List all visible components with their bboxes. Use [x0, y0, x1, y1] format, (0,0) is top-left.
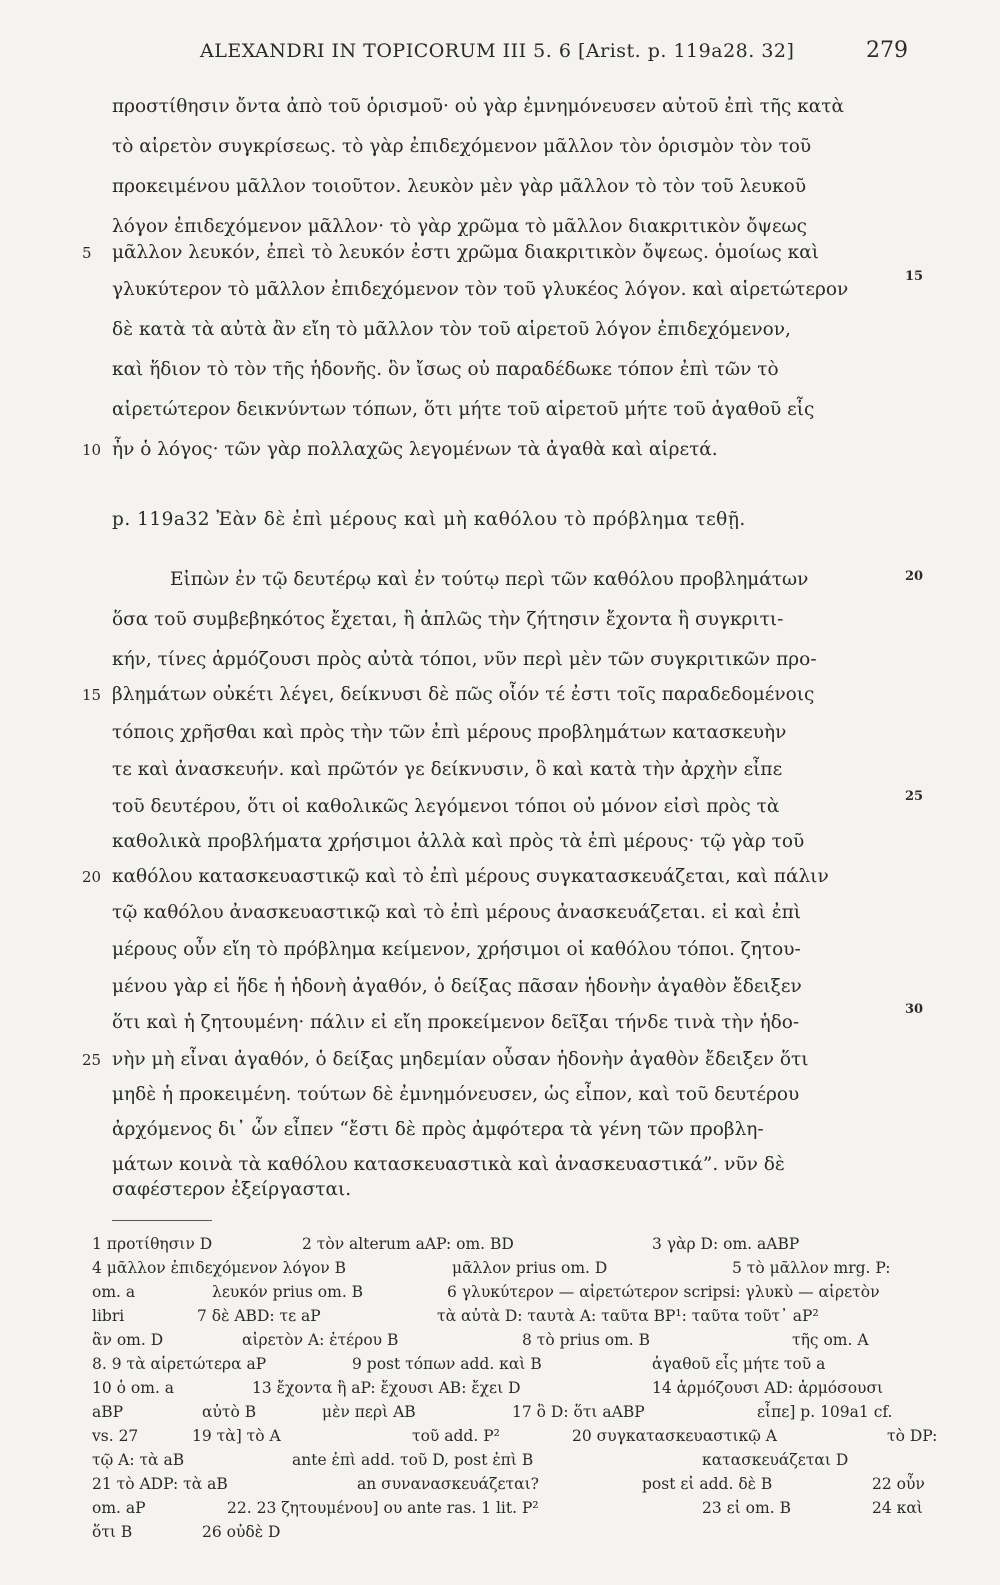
- note-entry: 8. 9 τὰ αἱρετώτερα aP: [92, 1355, 267, 1373]
- note-entry: εἶπε] p. 109a1 cf.: [757, 1403, 893, 1421]
- text-line: λόγον ἐπιδεχόμενον μᾶλλον· τὸ γὰρ χρῶμα τὸ μᾶλλον διακριτικὸν ὄψεως: [112, 216, 808, 237]
- note-entry: 24 καὶ: [872, 1499, 923, 1517]
- text-line: βλημάτων οὐκέτι λέγει, δείκνυσι δὲ πῶς οἷόν τέ ἐστι τοῖς παραδεδομένοις: [112, 684, 815, 705]
- note-entry: μᾶλλον prius om. D: [452, 1259, 608, 1277]
- note-entry: 26 οὐδὲ D: [202, 1523, 281, 1541]
- page-header: [0, 38, 1000, 78]
- text-line: προκειμένου μᾶλλον τοιοῦτον. λευκὸν μὲν γὰρ μᾶλλον τὸ τὸν τοῦ λευκοῦ: [112, 176, 807, 197]
- text-line: μένου γὰρ εἰ ἥδε ἡ ἡδονὴ ἀγαθόν, ὁ δείξας πᾶσαν ἡδονὴν ἀγαθὸν ἔδειξεν: [112, 976, 802, 997]
- lemma-heading: p. 119a32 Ἐὰν δὲ ἐπὶ μέρους καὶ μὴ καθόλου τὸ πρόβλημα τεθῇ.: [112, 509, 746, 530]
- text-line: μηδὲ ἡ προκειμένη. τούτων δὲ ἐμνημόνευσεν, ὡς εἶπον, καὶ τοῦ δευτέρου: [112, 1084, 800, 1105]
- note-entry: τὰ αὐτὰ D: ταυτὰ A: ταῦτα BP¹: ταῦτα τοῦτ᾿ aP²: [437, 1307, 819, 1325]
- note-entry: 19 τὰ] τὸ A: [192, 1427, 281, 1445]
- line-number: 30: [905, 1002, 924, 1017]
- note-entry: 4 μᾶλλον ἐπιδεχόμενον λόγον B: [92, 1259, 347, 1277]
- text-line: Εἰπὼν ἐν τῷ δευτέρῳ καὶ ἐν τούτῳ περὶ τῶν καθόλου προβλημάτων: [170, 569, 809, 590]
- line-number: 25: [905, 789, 924, 804]
- text-line: ὅσα τοῦ συμβεβηκότος ἔχεται, ἢ ἁπλῶς τὴν ζήτησιν ἔχοντα ἢ συγκριτι-: [112, 609, 784, 630]
- note-entry: om. aP: [92, 1499, 146, 1517]
- page-number: 279: [866, 38, 908, 63]
- text-line: καὶ ἥδιον τὸ τὸν τῆς ἡδονῆς. ὃν ἴσως οὐ παραδέδωκε τόπον ἐπὶ τῶν τὸ: [112, 359, 779, 380]
- note-entry: 17 ὃ D: ὅτι aABP: [512, 1403, 645, 1421]
- line-number: 25: [82, 1051, 102, 1069]
- text-line: τοῦ δευτέρου, ὅτι οἱ καθολικῶς λεγόμενοι τόποι οὐ μόνον εἰσὶ πρὸς τὰ: [112, 796, 780, 817]
- text-line: τῷ καθόλου ἀνασκευαστικῷ καὶ τὸ ἐπὶ μέρους ἀνασκευάζεται. εἰ καὶ ἐπὶ: [112, 902, 802, 923]
- note-entry: τὸ DP:: [887, 1427, 938, 1445]
- text-line: τε καὶ ἀνασκευήν. καὶ πρῶτόν γε δείκνυσιν, ὃ καὶ κατὰ τὴν ἀρχὴν εἶπε: [112, 759, 783, 780]
- note-entry: 2 τὸν alterum aAP: om. BD: [302, 1235, 514, 1253]
- note-entry: 8 τὸ prius om. B: [522, 1331, 651, 1349]
- text-line: κήν, τίνες ἁρμόζουσι πρὸς αὐτὰ τόποι, νῦν περὶ μὲν τῶν συγκριτικῶν προ-: [112, 649, 817, 670]
- note-entry: τῆς om. A: [792, 1331, 869, 1349]
- text-line: αἱρετώτερον δεικνύντων τόπων, ὅτι μήτε τοῦ αἱρετοῦ μήτε τοῦ ἀγαθοῦ εἷς: [112, 399, 815, 420]
- line-number: 15: [905, 269, 924, 284]
- text-line: τὸ αἱρετὸν συγκρίσεως. τὸ γὰρ ἐπιδεχόμενον μᾶλλον τὸν ὁρισμὸν τὸν τοῦ: [112, 136, 812, 157]
- note-entry: vs. 27: [92, 1427, 139, 1445]
- text-line: μᾶλλον λευκόν, ἐπεὶ τὸ λευκόν ἐστι χρῶμα διακριτικὸν ὄψεως. ὁμοίως καὶ: [112, 242, 819, 263]
- note-entry: 6 γλυκύτερον — αἱρετώτερον scripsi: γλυκὺ — αἱρετὸν: [447, 1283, 880, 1301]
- note-entry: 13 ἔχοντα ἢ aP: ἔχουσι AB: ἔχει D: [252, 1379, 521, 1397]
- text-line: καθόλου κατασκευαστικῷ καὶ τὸ ἐπὶ μέρους συγκατασκευάζεται, καὶ πάλιν: [112, 866, 829, 887]
- text-line: γλυκύτερον τὸ μᾶλλον ἐπιδεχόμενον τὸν τοῦ γλυκέος λόγον. καὶ αἱρετώτερον: [112, 279, 849, 300]
- note-entry: ὅτι B: [92, 1523, 133, 1541]
- note-entry: an συνανασκευάζεται?: [357, 1475, 539, 1493]
- note-entry: 3 γὰρ D: om. aABP: [652, 1235, 800, 1253]
- note-entry: 22. 23 ζητουμένου] ου ante ras. 1 lit. P²: [227, 1499, 539, 1517]
- note-entry: κατασκευάζεται D: [702, 1451, 849, 1469]
- text-line: νὴν μὴ εἶναι ἀγαθόν, ὁ δείξας μηδεμίαν οὖσαν ἡδονὴν ἀγαθὸν ἔδειξεν ὅτι: [112, 1049, 809, 1070]
- line-number: 10: [82, 441, 102, 459]
- text-line: ἀρχόμενος δι᾿ ὧν εἶπεν “ἔστι δὲ πρὸς ἀμφότερα τὰ γένη τῶν προβλη-: [112, 1119, 764, 1140]
- text-line: μάτων κοινὰ τὰ καθόλου κατασκευαστικὰ καὶ ἀνασκευαστικά”. νῦν δὲ: [112, 1154, 785, 1175]
- note-entry: 22 οὖν: [872, 1475, 925, 1493]
- running-head: ALEXANDRI IN TOPICORUM III 5. 6 [Arist. p. 119a28. 32]: [200, 40, 795, 62]
- line-number: 20: [905, 569, 924, 584]
- note-entry: post εἰ add. δὲ B: [642, 1475, 773, 1493]
- note-entry: λευκόν prius om. B: [212, 1283, 364, 1301]
- footnote-rule: [112, 1220, 212, 1221]
- text-line: προστίθησιν ὄντα ἀπὸ τοῦ ὁρισμοῦ· οὐ γὰρ ἐμνημόνευσεν αὐτοῦ ἐπὶ τῆς κατὰ: [112, 96, 844, 117]
- line-number: 15: [82, 686, 102, 704]
- text-line-final: σαφέστερον ἐξείργασται.: [112, 1179, 352, 1200]
- note-entry: ante ἐπὶ add. τοῦ D, post ἐπὶ B: [292, 1451, 534, 1469]
- note-entry: 14 ἁρμόζουσι AD: ἁρμόσουσι: [652, 1379, 884, 1397]
- note-entry: 5 τὸ μᾶλλον mrg. P:: [732, 1259, 891, 1277]
- text-line: ὅτι καὶ ἡ ζητουμένη· πάλιν εἰ εἴη προκείμενον δεῖξαι τήνδε τινὰ τὴν ἡδο-: [112, 1012, 800, 1033]
- note-entry: αὐτὸ B: [202, 1403, 257, 1421]
- note-entry: 1 προτίθησιν D: [92, 1235, 213, 1253]
- text-line: μέρους οὖν εἴη τὸ πρόβλημα κείμενον, χρήσιμοι οἱ καθόλου τόποι. ζητου-: [112, 939, 801, 960]
- note-entry: ἂν om. D: [92, 1331, 164, 1349]
- note-entry: 20 συγκατασκευαστικῷ A: [572, 1427, 777, 1445]
- text-line: ἦν ὁ λόγος· τῶν γὰρ πολλαχῶς λεγομένων τὰ ἀγαθὰ καὶ αἱρετά.: [112, 439, 718, 460]
- text-line: καθολικὰ προβλήματα χρήσιμοι ἀλλὰ καὶ πρὸς τὰ ἐπὶ μέρους· τῷ γὰρ τοῦ: [112, 831, 805, 852]
- line-number: 5: [82, 244, 92, 262]
- text-line: δὲ κατὰ τὰ αὐτὰ ἂν εἴη τὸ μᾶλλον τὸν τοῦ αἱρετοῦ λόγον ἐπιδεχόμενον,: [112, 319, 791, 340]
- note-entry: 21 τὸ ADP: τὰ aB: [92, 1475, 228, 1493]
- note-entry: 23 εἰ om. B: [702, 1499, 791, 1517]
- note-entry: om. a: [92, 1283, 136, 1301]
- note-entry: 10 ὁ om. a: [92, 1379, 175, 1397]
- note-entry: τοῦ add. P²: [412, 1427, 500, 1445]
- note-entry: libri: [92, 1307, 125, 1325]
- note-entry: 9 post τόπων add. καὶ B: [352, 1355, 542, 1373]
- note-entry: μὲν περὶ AB: [322, 1403, 416, 1421]
- note-entry: τῷ A: τὰ aB: [92, 1451, 185, 1469]
- note-entry: αἱρετὸν A: ἑτέρου B: [242, 1331, 399, 1349]
- note-entry: 7 δὲ ABD: τε aP: [197, 1307, 321, 1325]
- line-number: 20: [82, 868, 102, 886]
- note-entry: ἀγαθοῦ εἷς μήτε τοῦ a: [652, 1355, 826, 1373]
- note-entry: aBP: [92, 1403, 124, 1421]
- text-line: τόποις χρῆσθαι καὶ πρὸς τὴν τῶν ἐπὶ μέρους προβλημάτων κατασκευὴν: [112, 722, 787, 743]
